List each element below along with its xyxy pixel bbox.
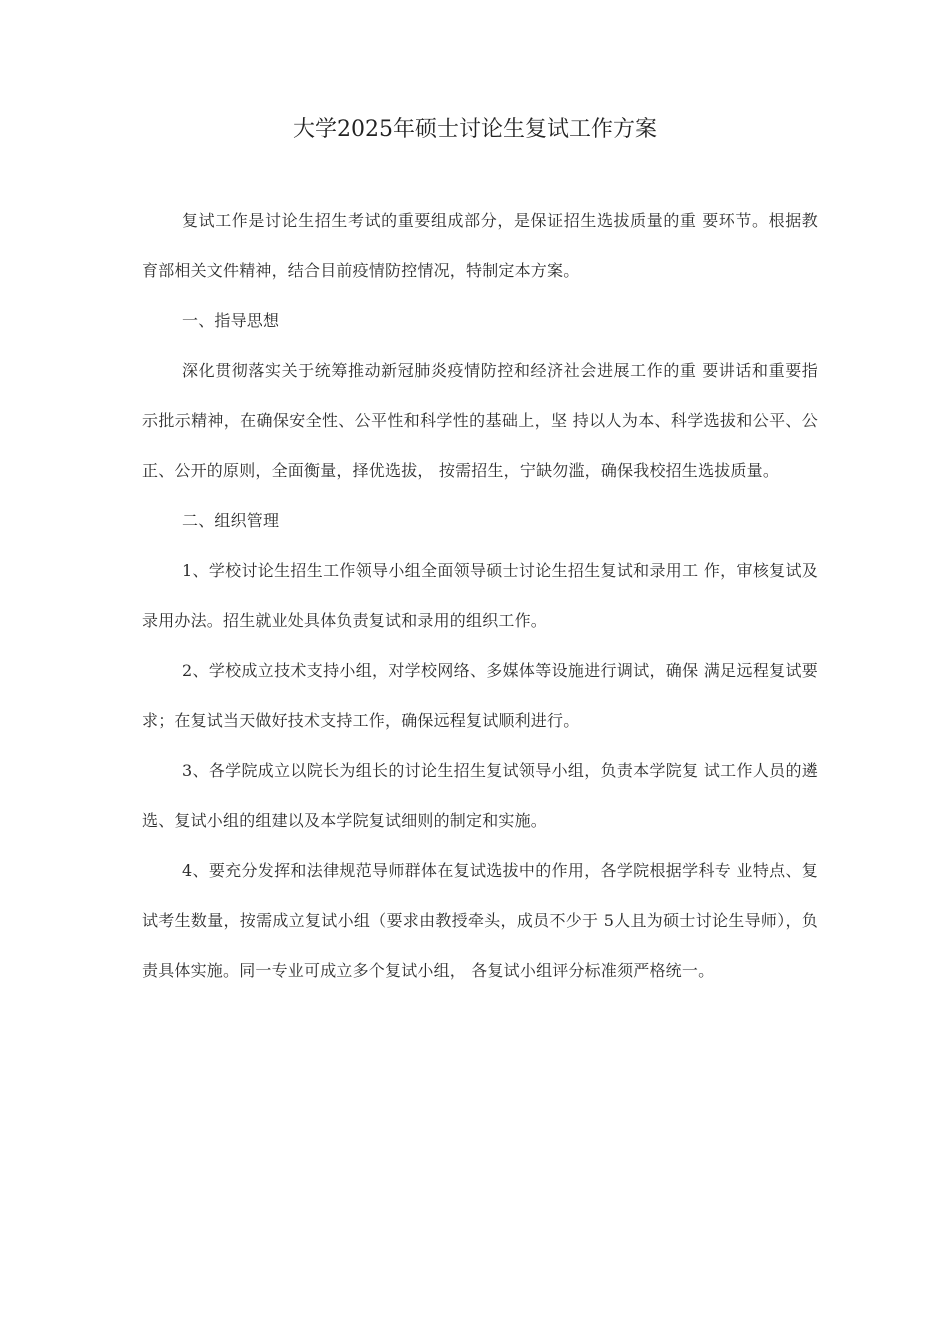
organization-item-3: 3、各学院成立以院长为组长的讨论生招生复试领导小组，负责本学院复 试工作人员的遴选、复试小组的组建以及本学院复试细则的制定和实施。 bbox=[142, 761, 818, 830]
document-body bbox=[142, 196, 818, 996]
document-title: 大学2025年硕士讨论生复试工作方案 bbox=[293, 117, 657, 142]
organization-item-1: 1、学校讨论生招生工作领导小组全面领导硕士讨论生招生复试和录用工 作，审核复试及录用办法。招生就业处具体负责复试和录用的组织工作。 bbox=[142, 561, 818, 630]
guiding-ideology-paragraph: 深化贯彻落实关于统筹推动新冠肺炎疫情防控和经济社会进展工作的重 要讲话和重要指示批示精神，在确保安全性、公平性和科学性的基础上，坚 持以人为本、科学选拔和公平、公正、公开的原则，全面衡量，择优选拔， 按需招生，宁缺勿滥，确保我校招生选拔质量。 bbox=[142, 361, 818, 480]
section-heading-organization: 二、组织管理 bbox=[182, 511, 280, 530]
organization-item-2: 2、学校成立技术支持小组，对学校网络、多媒体等设施进行调试，确保 满足远程复试要求；在复试当天做好技术支持工作，确保远程复试顺利进行。 bbox=[142, 661, 818, 730]
intro-paragraph: 复试工作是讨论生招生考试的重要组成部分，是保证招生选拔质量的重 要环节。根据教育部相关文件精神，结合目前疫情防控情况，特制定本方案。 bbox=[142, 211, 818, 280]
section-heading-guiding-ideology: 一、指导思想 bbox=[182, 311, 280, 330]
organization-item-4: 4、要充分发挥和法律规范导师群体在复试选拔中的作用，各学院根据学科专 业特点、复试考生数量，按需成立复试小组（要求由教授牵头，成员不少于 5人且为硕士讨论生导师），负责具体实施。同一专业可成立多个复试小组， 各复试小组评分标准须严格统一。 bbox=[142, 861, 818, 980]
